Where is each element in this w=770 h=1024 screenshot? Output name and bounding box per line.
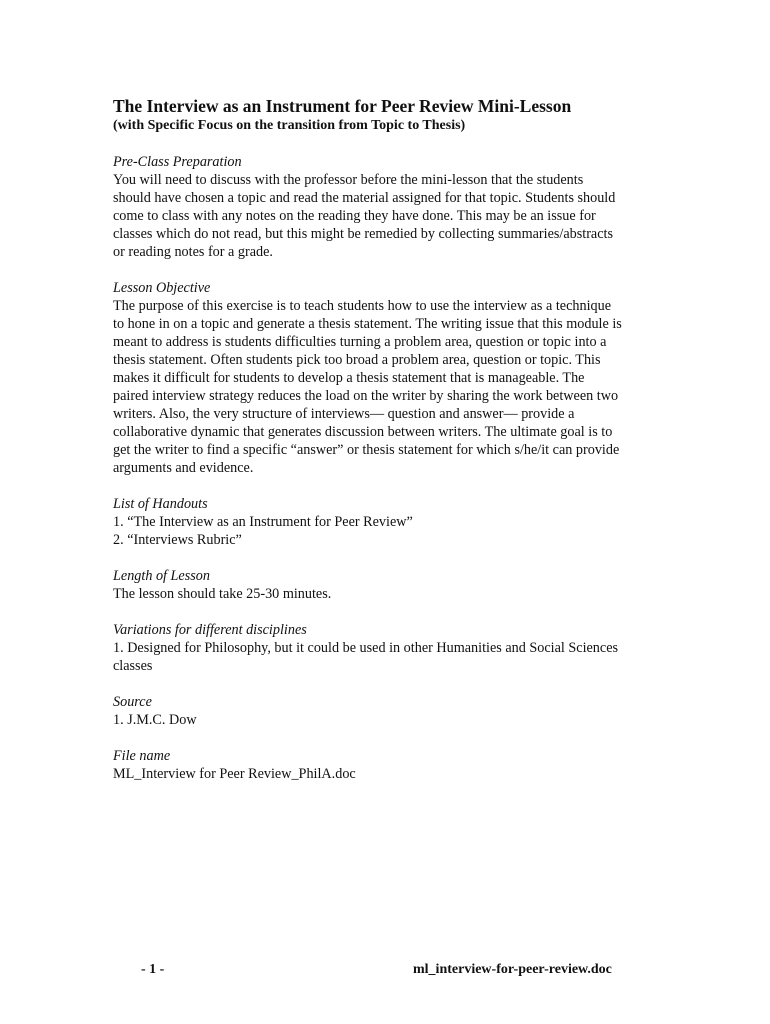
section-heading: Length of Lesson [113, 568, 210, 584]
body-line: or reading notes for a grade. [113, 244, 273, 260]
body-line: The lesson should take 25-30 minutes. [113, 586, 332, 602]
document-title: The Interview as an Instrument for Peer Review Mini-Lesson [113, 96, 572, 116]
section-heading: Source [113, 694, 152, 710]
section-pre-class-preparation [113, 153, 658, 261]
section-source [113, 693, 658, 729]
body-line: get the writer to find a specific “answer” or thesis statement for which s/he/it can provide [113, 442, 620, 458]
section-body [113, 297, 658, 477]
document-content [113, 95, 658, 801]
body-line: thesis statement. Often students pick too broad a problem area, question or topic. This [113, 352, 601, 368]
body-line: come to class with any notes on the reading they have done. This may be an issue for [113, 208, 596, 224]
body-line: classes which do not read, but this might be remedied by collecting summaries/abstracts [113, 226, 613, 242]
page-number: - 1 - [141, 962, 165, 977]
section-heading: Lesson Objective [113, 280, 211, 296]
body-line: The purpose of this exercise is to teach students how to use the interview as a technique [113, 298, 611, 314]
section-lesson-objective [113, 279, 658, 477]
body-line: paired interview strategy reduces the load on the writer by sharing the work between two [113, 388, 619, 404]
body-line: You will need to discuss with the professor before the mini-lesson that the students [113, 172, 584, 188]
body-line: meant to address is students difficulties turning a problem area, question or topic into a [113, 334, 607, 350]
page-footer [0, 960, 770, 980]
section-file-name [113, 747, 658, 783]
document-subtitle: (with Specific Focus on the transition from Topic to Thesis) [113, 118, 466, 133]
section-body [113, 639, 658, 675]
body-line: makes it difficult for students to develop a thesis statement that is manageable. The [113, 370, 585, 386]
section-body [113, 513, 658, 549]
body-line: 1. J.M.C. Dow [113, 712, 197, 728]
body-line: arguments and evidence. [113, 460, 254, 476]
handout-item: 2. “Interviews Rubric” [113, 532, 242, 548]
section-heading: List of Handouts [113, 496, 208, 512]
section-length-of-lesson [113, 567, 658, 603]
body-line: should have chosen a topic and read the material assigned for that topic. Students should [113, 190, 616, 206]
section-heading: Pre-Class Preparation [113, 154, 242, 170]
body-line: to hone in on a topic and generate a thesis statement. The writing issue that this module is [113, 316, 622, 332]
footer-filename: ml_interview-for-peer-review.doc [413, 962, 612, 977]
body-line: collaborative dynamic that generates discussion between writers. The ultimate goal is to [113, 424, 613, 440]
body-line: 1. Designed for Philosophy, but it could be used in other Humanities and Social Sciences [113, 640, 619, 656]
body-line: ML_Interview for Peer Review_PhilA.doc [113, 766, 356, 782]
section-heading: File name [113, 748, 171, 764]
section-body [113, 765, 658, 783]
section-body [113, 711, 658, 729]
section-heading: Variations for different disciplines [113, 622, 307, 638]
section-body [113, 585, 658, 603]
section-list-of-handouts [113, 495, 658, 549]
handout-item: 1. “The Interview as an Instrument for Peer Review” [113, 514, 413, 530]
body-line: classes [113, 658, 153, 674]
section-variations [113, 621, 658, 675]
section-body [113, 171, 658, 261]
body-line: writers. Also, the very structure of interviews— question and answer— provide a [113, 406, 575, 422]
